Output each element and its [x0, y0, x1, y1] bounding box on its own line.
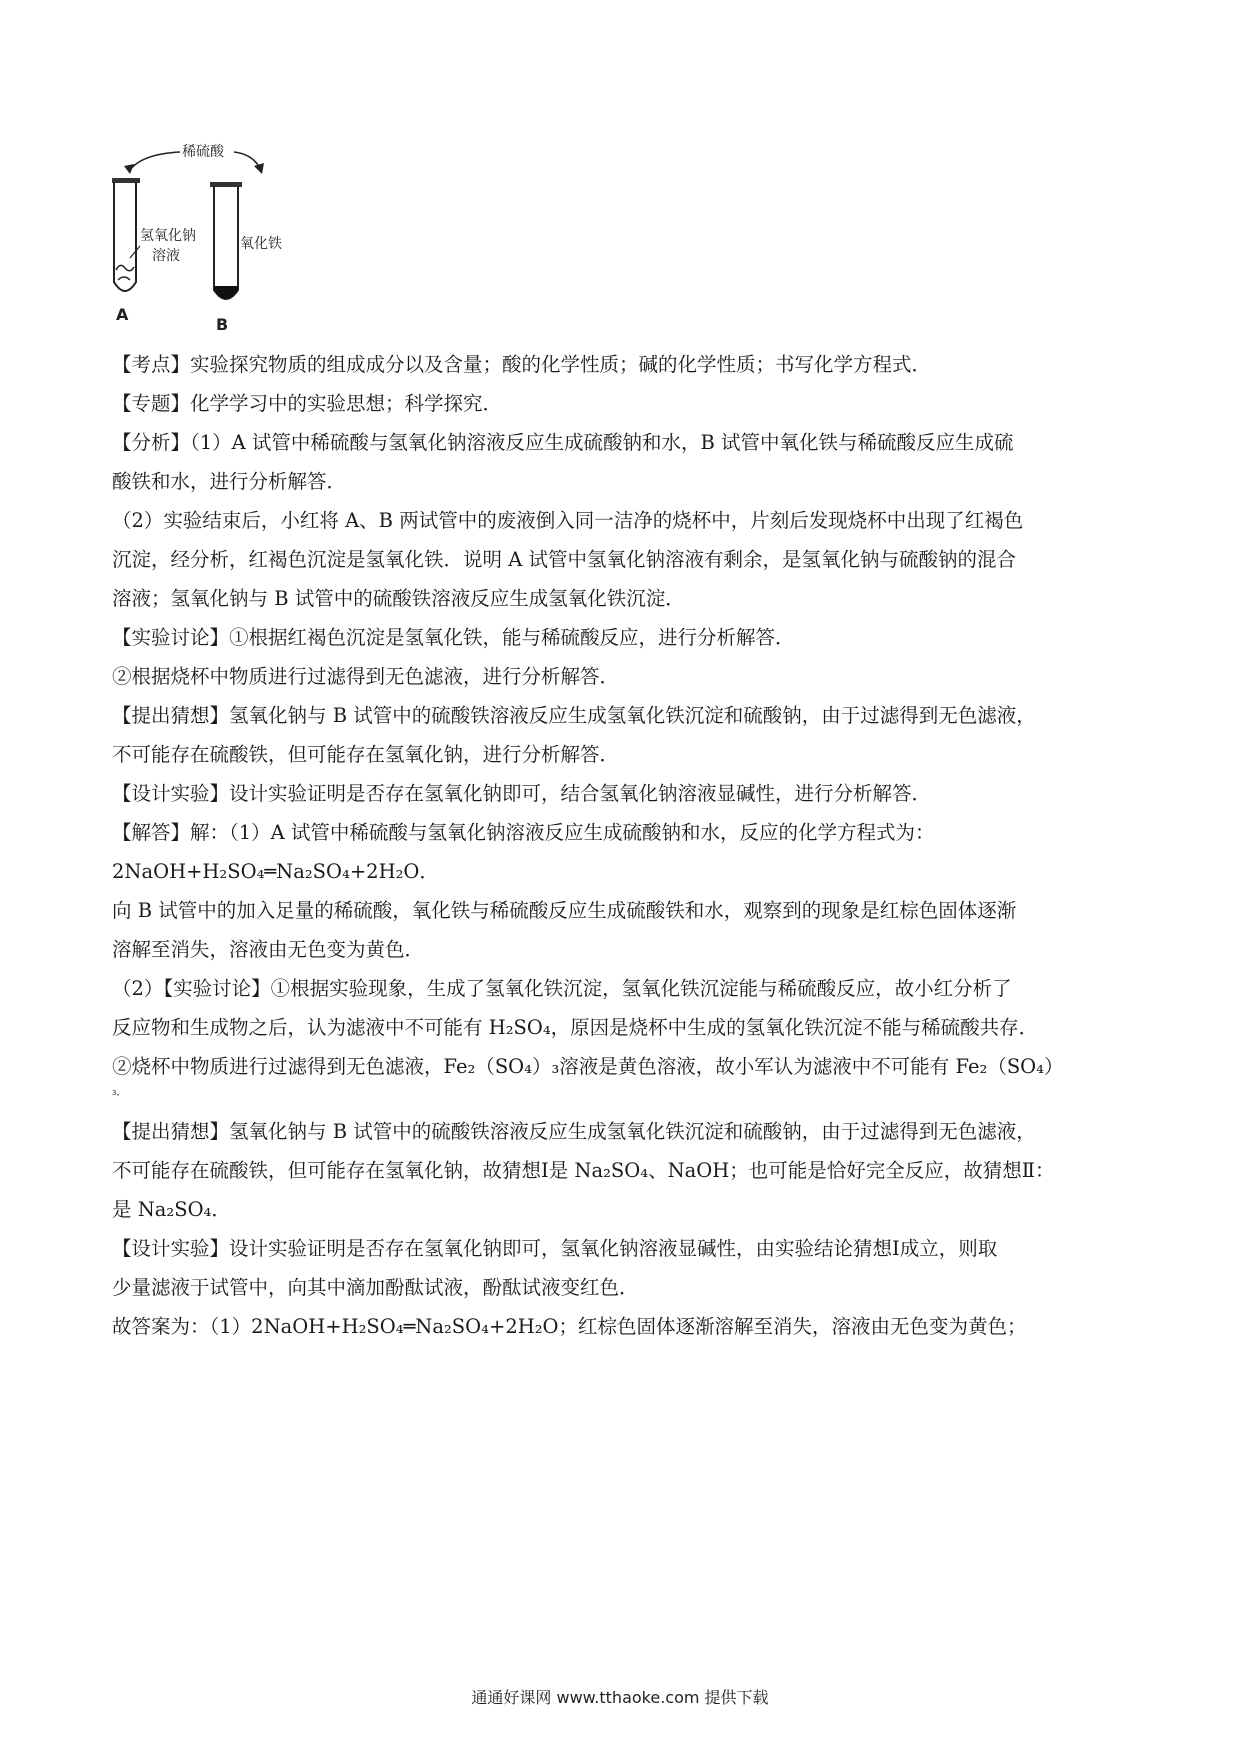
text-line: 是 Na₂SO₄． — [112, 1198, 231, 1221]
page-footer: 通通好课网 www.tthaoke.com 提供下载 — [471, 1688, 769, 1707]
text-line: ②烧杯中物质进行过滤得到无色滤液，Fe₂（SO₄）₃溶液是黄色溶液，故小军认为滤液中不可能有 Fe₂（SO₄） — [112, 1055, 1064, 1078]
text-line: 酸铁和水，进行分析解答． — [112, 470, 347, 493]
figure-label-top: 稀硫酸 — [182, 144, 224, 160]
text-line: 【设计实验】设计实验证明是否存在氢氧化钠即可，结合氢氧化钠溶液显碱性，进行分析解答． — [112, 782, 932, 805]
text-line: （2）【实验讨论】①根据实验现象，生成了氢氧化铁沉淀，氢氧化铁沉淀能与稀硫酸反应，故小红分析了 — [112, 977, 1012, 1000]
text-line: 【解答】解：（1）A 试管中稀硫酸与氢氧化钠溶液反应生成硫酸钠和水，反应的化学方程式为： — [112, 821, 935, 844]
equation-line: 2NaOH+H₂SO₄═Na₂SO₄+2H₂O． — [112, 860, 439, 883]
tube-b-letter: B — [216, 315, 229, 334]
text-line: （2）实验结束后，小红将 A、B 两试管中的废液倒入同一洁净的烧杯中，片刻后发现烧杯中出现了红褐色 — [112, 509, 1024, 532]
text-line: 沉淀，经分析，红褐色沉淀是氢氧化铁．说明 A 试管中氢氧化钠溶液有剩余，是氢氧化钠与硫酸钠的混合 — [112, 548, 1016, 571]
text-line: 少量滤液于试管中，向其中滴加酚酞试液，酚酞试液变红色． — [112, 1276, 639, 1299]
tube-a-letter: A — [116, 305, 129, 324]
text-line: 溶解至消失，溶液由无色变为黄色． — [112, 938, 425, 961]
text-line: 不可能存在硫酸铁，但可能存在氢氧化钠，故猜想Ⅰ是 Na₂SO₄、NaOH；也可能是恰好完全反应，故猜想Ⅱ： — [112, 1159, 1055, 1182]
figure-label-a: 氢氧化钠 — [140, 228, 196, 244]
text-line: 【实验讨论】①根据红褐色沉淀是氢氧化铁，能与稀硫酸反应，进行分析解答． — [112, 626, 795, 649]
figure-label-a2: 溶液 — [152, 248, 180, 264]
test-tube-b — [210, 182, 242, 299]
test-tube-a — [112, 178, 140, 291]
text-line: 【分析】（1）A 试管中稀硫酸与氢氧化钠溶液反应生成硫酸钠和水，B 试管中氧化铁与稀硫酸反应生成硫 — [112, 431, 1014, 454]
text-line: ②根据烧杯中物质进行过滤得到无色滤液，进行分析解答． — [112, 665, 620, 688]
text-line: 反应物和生成物之后，认为滤液中不可能有 H₂SO₄，原因是烧杯中生成的氢氧化铁沉淀不能与稀硫酸共存． — [112, 1016, 1039, 1039]
text-line: 【专题】化学学习中的实验思想；科学探究． — [112, 392, 503, 415]
text-line: 不可能存在硫酸铁，但可能存在氢氧化钠，进行分析解答． — [112, 743, 620, 766]
figure-label-b: 氧化铁 — [240, 236, 282, 252]
text-line: 【考点】实验探究物质的组成成分以及含量；酸的化学性质；碱的化学性质；书写化学方程式． — [112, 353, 932, 376]
text-line: 【提出猜想】氢氧化钠与 B 试管中的硫酸铁溶液反应生成氢氧化铁沉淀和硫酸钠，由于过滤得到无色滤液， — [112, 1120, 1036, 1143]
text-line: 溶液；氢氧化钠与 B 试管中的硫酸铁溶液反应生成氢氧化铁沉淀． — [112, 587, 685, 610]
answer-text-body — [112, 352, 1132, 1353]
test-tube-figure — [112, 140, 317, 345]
text-line: 向 B 试管中的加入足量的稀硫酸，氧化铁与稀硫酸反应生成硫酸铁和水，观察到的现象是红棕色固体逐渐 — [112, 899, 1017, 922]
text-line: 【设计实验】设计实验证明是否存在氢氧化钠即可，氢氧化钠溶液显碱性，由实验结论猜想Ⅰ成立，则取 — [112, 1237, 998, 1260]
text-line: 【提出猜想】氢氧化钠与 B 试管中的硫酸铁溶液反应生成氢氧化铁沉淀和硫酸钠，由于过滤得到无色滤液， — [112, 704, 1036, 727]
text-line-fragment: ₃． — [112, 1085, 128, 1098]
text-line: 故答案为：（1）2NaOH+H₂SO₄═Na₂SO₄+2H₂O；红棕色固体逐渐溶解至消失，溶液由无色变为黄色； — [112, 1315, 1027, 1338]
